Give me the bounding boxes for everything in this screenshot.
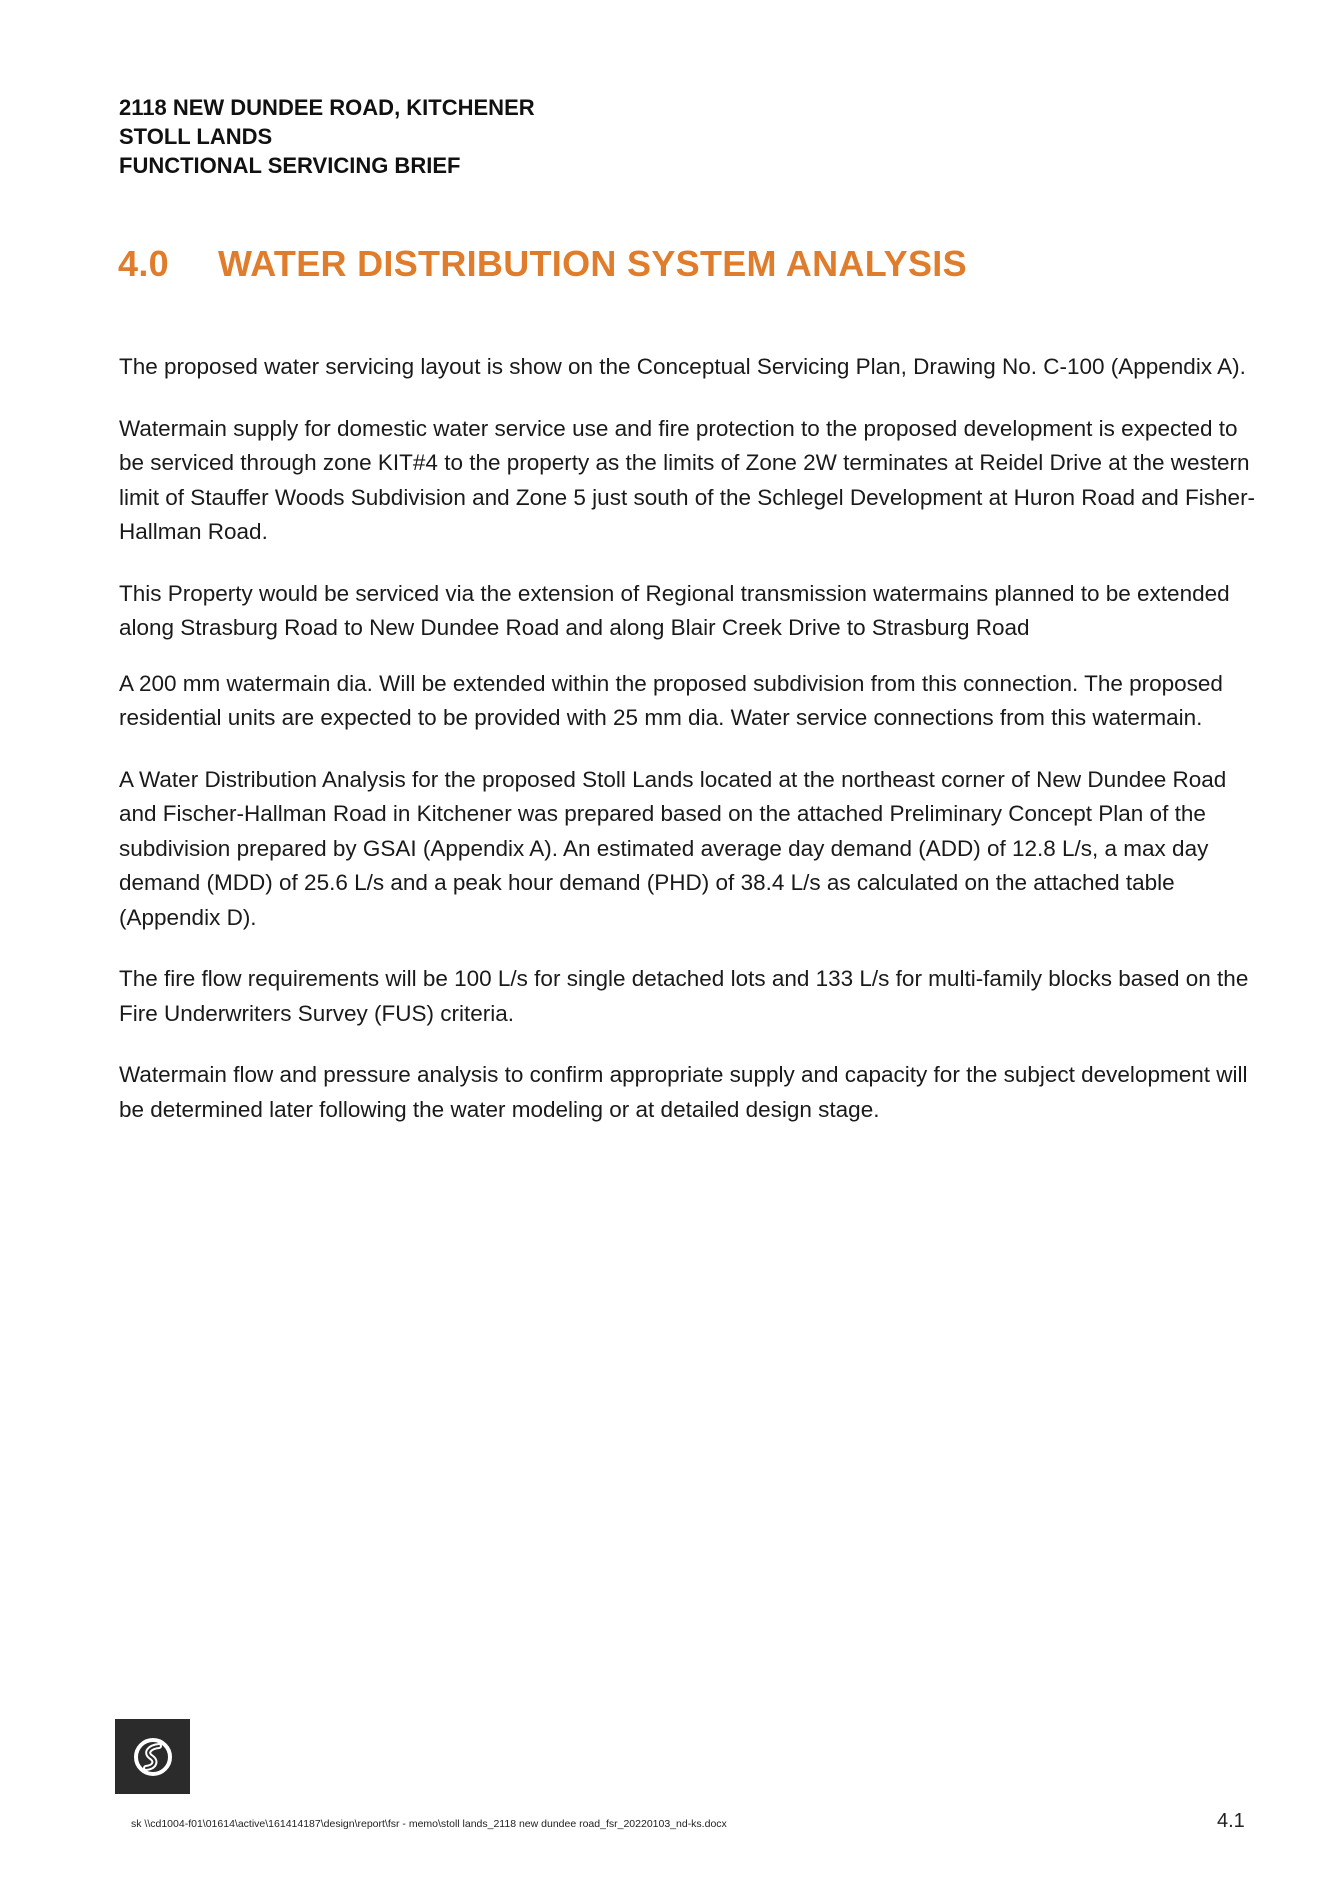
header-address: 2118 NEW DUNDEE ROAD, KITCHENER [119, 95, 535, 120]
stantec-logo-icon [115, 1719, 190, 1794]
paragraph-watermain-diameter: A 200 mm watermain dia. Will be extended within the proposed subdivision from this connection. The proposed residential units are expected to be provided with 25 mm dia. Water service connections from this watermain. [119, 670, 1223, 730]
header-document-type: FUNCTIONAL SERVICING BRIEF [119, 153, 461, 178]
page-number: 4.1 [1217, 1810, 1245, 1832]
header-project-name: STOLL LANDS [119, 124, 273, 149]
paragraph-watermain-supply: Watermain supply for domestic water service use and fire protection to the proposed development is expected to be serviced through zone KIT#4 to the property as the limits of Zone 2W terminates at Reidel Drive at the western limit of Stauffer Woods Subdivision and Zone 5 just south of the Schlegel Development at Huron Road and Fisher-Hallman Road. [119, 415, 1256, 544]
paragraph-transmission-extension: This Property would be serviced via the extension of Regional transmission watermains planned to be extended along Strasburg Road to New Dundee Road and along Blair Creek Drive to Strasburg Road [119, 580, 1230, 640]
section-body [119, 350, 1259, 1154]
paragraph-fire-flow: The fire flow requirements will be 100 L/s for single detached lots and 133 L/s for multi-family blocks based on the Fire Underwriters Survey (FUS) criteria. [119, 966, 1249, 1026]
document-header [119, 93, 535, 180]
section-title: WATER DISTRIBUTION SYSTEM ANALYSIS [218, 243, 967, 284]
section-heading [118, 242, 967, 286]
section-number: 4.0 [118, 243, 169, 284]
paragraph-servicing-layout: The proposed water servicing layout is show on the Conceptual Servicing Plan, Drawing No. C-100 (Appendix A). [119, 354, 1246, 379]
footer-file-path: sk \\cd1004-f01\01614\active\161414187\design\report\fsr - memo\stoll lands_2118 new dundee road_fsr_20220103_nd-ks.docx [131, 1818, 727, 1830]
paragraph-pressure-analysis: Watermain flow and pressure analysis to confirm appropriate supply and capacity for the subject development will be determined later following the water modeling or at detailed design stage. [119, 1062, 1248, 1122]
paragraph-distribution-analysis: A Water Distribution Analysis for the proposed Stoll Lands located at the northeast corner of New Dundee Road and Fischer-Hallman Road in Kitchener was prepared based on the attached Preliminary Concept Plan of the subdivision prepared by GSAI (Appendix A). An estimated average day demand (ADD) of 12.8 L/s, a max day demand (MDD) of 25.6 L/s and a peak hour demand (PHD) of 38.4 L/s as calculated on the attached table (Appendix D). [119, 766, 1227, 930]
